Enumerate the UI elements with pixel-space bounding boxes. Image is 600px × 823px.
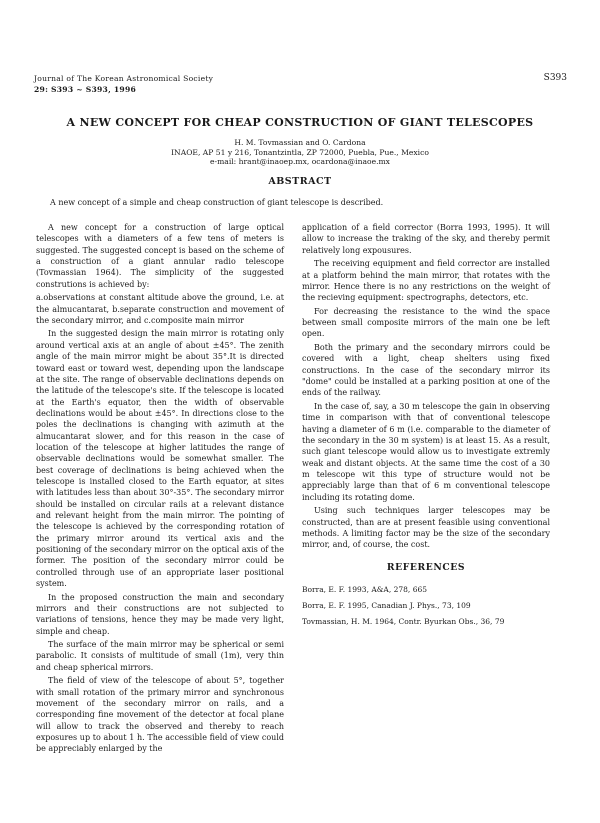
authors: H. M. Tovmassian and O. Cardona: [234, 138, 366, 147]
abstract-heading: ABSTRACT: [268, 176, 332, 187]
affiliation: INAOE, AP 51 y 216, Tonantzintla, ZP 72000, Puebla, Pue., Mexico: [171, 148, 429, 157]
left-column: [36, 222, 284, 757]
right-column: [302, 222, 550, 630]
paragraph: In the proposed construction the main and secondary mirrors and their constructions are not subjected to variations of tensions, hence they may be made very light, simple and cheap.: [36, 592, 284, 636]
paragraph: a.observations at constant altitude above the ground, i.e. at the almucantarat, b.separate construction and movement of the secondary mirror, and c.composite main mirror: [36, 293, 284, 325]
paragraph: Using such techniques larger telescopes may be constructed, than are at present feasible using conventional methods. A limiting factor may be the size of the secondary mirror, and, of course, the cost.: [302, 506, 550, 550]
paper-title: A NEW CONCEPT FOR CHEAP CONSTRUCTION OF GIANT TELESCOPES: [66, 116, 534, 129]
paragraph: In the suggested design the main mirror is rotating only around vertical axis at an angle of about ±45°. The zenith angle of the main mirror might be about 35°.It is directed toward east or toward west, depending upon the landscape at the site. The range of observable declinations depends on the latitude of the telescope's site. If the telescope is located at the Earth's equator, then the width of observable declinations would be about ±45°. In directions close to the poles the declinations is changing with azimuth at the almucantarat slower, and for this reason in the case of location of the telescope at higher latitudes the range of observable declinations would be somewhat smaller. The best coverage of declinations is being achieved when the telescope is installed closed to the Earth equator, at sites with latitudes less than about 30°-35°. The secondary mirror should be installed on circular rails at a relevant distance and relevant height from the main mirror. The pointing of the telescope is achieved by the corresponding rotation of the primary mirror around its vertical axis and the positioning of the secondary mirror on the optical axis of the former. The position of the secondary mirror could be controlled through use of an appropriate laser positional system.: [36, 329, 284, 589]
page-number: S393: [543, 73, 567, 83]
references-heading: REFERENCES: [386, 561, 466, 573]
journal-name: Journal of The Korean Astronomical Society: [34, 74, 214, 83]
paragraph: Both the primary and the secondary mirrors could be covered with a light, cheap shelters using fixed constructions. In the case of the secondary mirror its "dome" could be installed at a parking position at one of the ends of the railway.: [302, 343, 550, 398]
reference-item: Borra, E. F. 1993, A&A, 278, 665: [302, 584, 428, 594]
paragraph: application of a field corrector (Borra 1993, 1995). It will allow to increase the traking of the sky, and thereby permit relatively long expousures.: [302, 223, 550, 255]
paragraph: The surface of the main mirror may be spherical or semi parabolic. It consists of multitude of small (1m), very thin and cheap spherical mirrors.: [36, 640, 284, 672]
paragraph: In the case of, say, a 30 m telescope the gain in observing time in comparison with that of conventional telescope having a diameter of 6 m (i.e. comparable to the diameter of the secondary in the 30 m system) is at least 15. As a result, such giant telescope would allow us to investigate extremly weak and distant objects. At the same time the cost of a 30 m telescope wit this type of structure would not be appreciably large than that of 6 m conventional telescope including its rotating dome.: [302, 401, 550, 502]
email: e-mail: hrant@inaoep.mx, ocardona@inaoe.mx: [210, 157, 390, 166]
abstract-text: A new concept of a simple and cheap construction of giant telescope is described.: [50, 198, 384, 207]
volume-info: 29: S393 ~ S393, 1996: [34, 85, 137, 94]
paragraph: For decreasing the resistance to the wind the space between small composite mirrors of the main one be left open.: [302, 306, 550, 339]
reference-item: Borra, E. F. 1995, Canadian J. Phys., 73, 109: [302, 600, 471, 610]
reference-item: Tovmassian, H. M. 1964, Contr. Byurkan Obs., 36, 79: [302, 616, 505, 626]
paragraph: A new concept for a construction of large optical telescopes with a diameters of a few tens of meters is suggested. The suggested concept is based on the scheme of a construction of a giant annular radio telescope (Tovmassian 1964). The simplicity of the suggested construtions is achieved by:: [36, 223, 284, 289]
paragraph: The receiving equipment and field corrector are installed at a platform behind the main mirror, that rotates with the mirror. Hence there is no any restrictions on the weight of the recieving equipment: spectrographs, detectors, etc.: [302, 259, 550, 303]
paragraph: The field of view of the telescope of about 5°, together with small rotation of the primary mirror and synchronous movement of the secondary mirror on rails, and a corresponding fine movement of the detector at focal plane will allow to track the observed and thereby to reach exposures up to about 1 h. The accessible field of view could be appreciably enlarged by the: [36, 676, 284, 754]
